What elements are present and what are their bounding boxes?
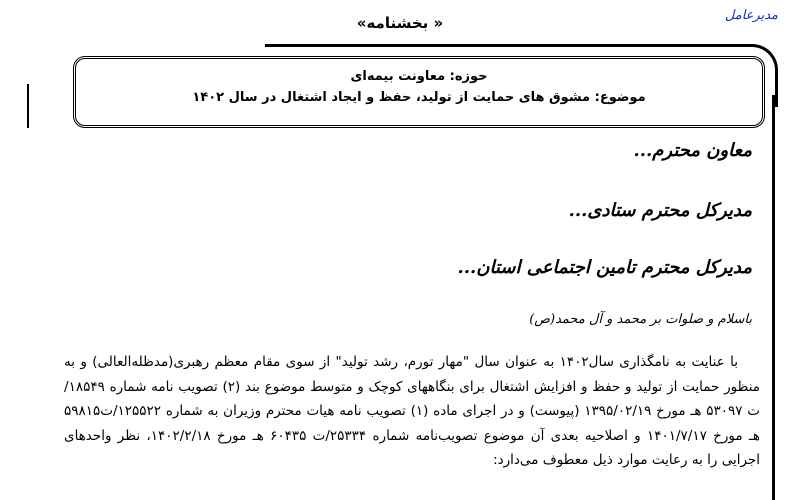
signature-note: مدیرعامل	[724, 8, 778, 23]
greeting: باسلام و صلوات بر محمد و آل محمد(ص)	[529, 312, 752, 327]
body-paragraph: با عنایت به نامگذاری سال۱۴۰۲ به عنوان سال "مهار تورم، رشد تولید" از سوی مقام معظم رهبری(مدظله‌العالی) و به منظور حمایت از تولید و حفظ و افزایش اشتغال برای بنگاههای کوچک و متوسط موضوع بند (۲) تصویب نامه شماره ۱۸۵۴۹/ت ۵۳۰۹۷ هـ مورخ ۱۳۹۵/۰۲/۱۹ (پیوست) و در اجرای ماده (۱) تصویب نامه هیات محترم وزیران به شماره ۱۲۵۵۲۲/ت۵۹۸۱۵ هـ مورخ ۱۴۰۱/۷/۱۷ و اصلاحیه بعدی آن موضوع تصویب‌نامه شماره ۲۵۳۳۴/ت ۶۰۴۳۵ هـ مورخ ۱۴۰۲/۲/۱۸، نظر واحدهای اجرایی را به رعایت موارد ذیل معطوف می‌دارد:	[64, 354, 760, 468]
subject-line: موضوع: مشوق های حمایت از تولید، حفظ و ایجاد اشتغال در سال ۱۴۰۲	[192, 90, 646, 105]
domain-line: حوزه: معاونت بیمه‌ای	[350, 69, 488, 84]
right-margin-line	[772, 95, 775, 500]
salutation-deputy: معاون محترم...	[633, 140, 752, 161]
salutation-hq-director: مدیرکل محترم ستادی...	[568, 200, 752, 221]
subject-box	[73, 56, 765, 128]
salutation-province-director: مدیرکل محترم تامین اجتماعی استان...	[457, 257, 752, 278]
document-title: «بخشنامه »	[356, 14, 444, 32]
body-text	[64, 350, 760, 473]
left-margin-line	[27, 84, 29, 128]
